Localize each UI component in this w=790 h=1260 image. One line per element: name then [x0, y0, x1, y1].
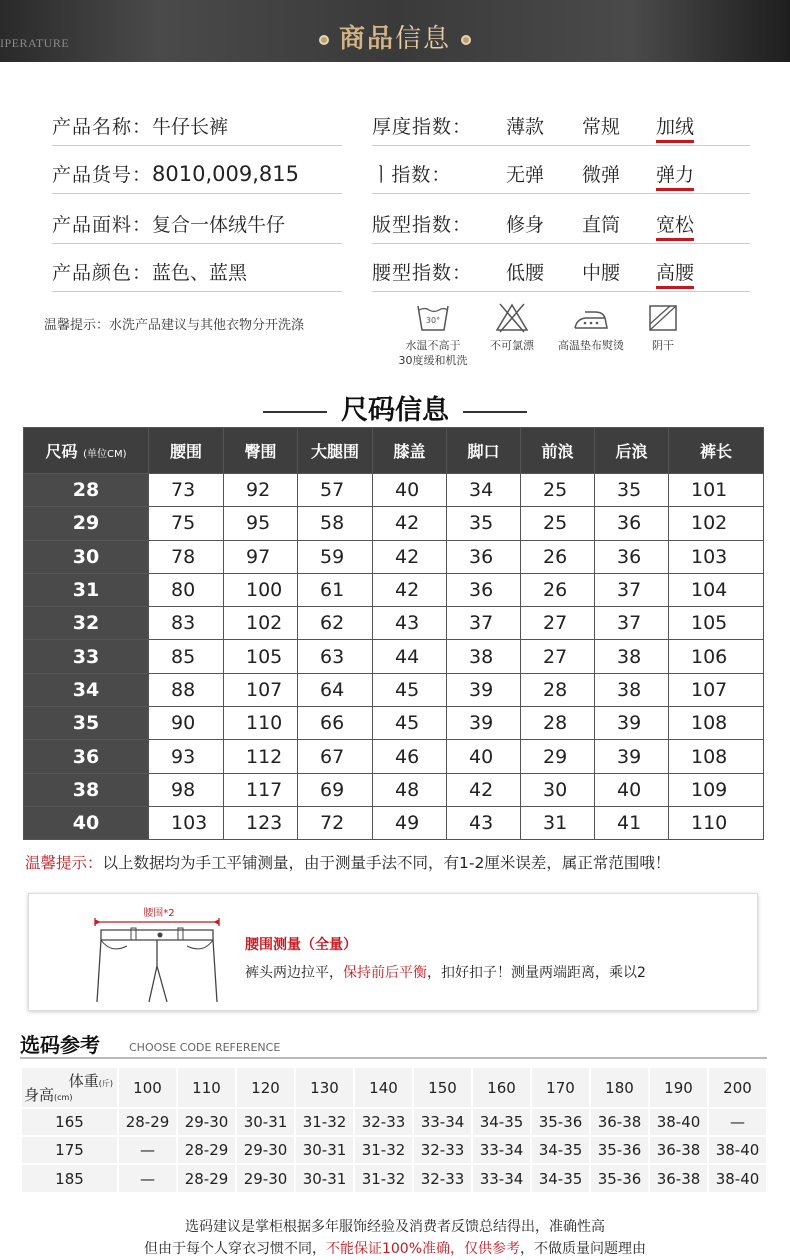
table-row [24, 740, 764, 773]
measure-cell: 90 [149, 707, 224, 740]
index-label: 版型指数： [372, 214, 473, 236]
index-row [372, 160, 750, 194]
product-color-label: 产品颜色： [52, 262, 153, 284]
measure-cell: 35 [447, 507, 521, 540]
size-suggestion-cell: 38-40 [649, 1108, 708, 1136]
size-suggestion-cell: 31-32 [295, 1108, 354, 1136]
measure-cell: 28 [521, 673, 595, 706]
measure-cell: 105 [669, 607, 764, 640]
measure-cell: 101 [669, 474, 764, 507]
size-suggestion-cell: 30-31 [295, 1164, 354, 1192]
measure-cell: 57 [298, 474, 373, 507]
ornament-dot-icon [319, 35, 329, 45]
size-suggestion-cell: 29-30 [236, 1164, 295, 1192]
measure-cell: 36 [595, 507, 669, 540]
index-option: 修身 [506, 214, 545, 236]
index-label: 腰型指数： [372, 262, 473, 284]
header-banner [0, 0, 790, 62]
measure-cell: 69 [298, 773, 373, 806]
measure-cell: 41 [595, 806, 669, 839]
size-cell: 40 [24, 806, 149, 839]
size-cell: 36 [24, 740, 149, 773]
size-suggestion-cell: 36-38 [649, 1164, 708, 1192]
care-iron-text: 高温垫布熨烫 [558, 339, 624, 352]
size-suggestion-cell: 33-34 [472, 1164, 531, 1192]
size-col-header: 尺码 (单位CM) [24, 428, 149, 474]
index-option: 低腰 [506, 262, 545, 284]
measure-cell: 38 [447, 640, 521, 673]
table-row [22, 1108, 767, 1136]
measure-cell: 35 [595, 474, 669, 507]
care-wash-text1: 水温不高于 [405, 339, 461, 352]
care-iron [552, 300, 630, 353]
size-suggestion-cell: 34-35 [472, 1108, 531, 1136]
size-suggestion-cell: — [118, 1164, 177, 1192]
footer-line2-b: ，不做质量问题理由 [520, 1241, 647, 1257]
size-suggestion-cell: 35-36 [590, 1164, 649, 1192]
measure-cell: 25 [521, 474, 595, 507]
size-col-header: 后浪 [595, 428, 669, 474]
measure-cell: 28 [521, 707, 595, 740]
size-suggestion-cell: 28-29 [177, 1136, 236, 1164]
index-row [372, 210, 750, 244]
wash-30-icon [415, 300, 451, 334]
size-suggestion-cell: 29-30 [236, 1136, 295, 1164]
measure-cell: 93 [149, 740, 224, 773]
table-row [22, 1136, 767, 1164]
size-reference-table [22, 1068, 768, 1192]
product-code-row [52, 160, 342, 194]
index-option: 弹力 [656, 160, 694, 191]
product-code-value: 8010,009,815 [152, 162, 299, 186]
divider [20, 1057, 767, 1059]
weight-header: 100 [118, 1068, 177, 1108]
measure-cell: 63 [298, 640, 373, 673]
product-name-value: 牛仔长裤 [152, 116, 229, 138]
no-bleach-icon [494, 300, 530, 334]
size-cell: 35 [24, 707, 149, 740]
size-cell: 33 [24, 640, 149, 673]
size-suggestion-cell: 33-34 [472, 1136, 531, 1164]
product-name-row [52, 112, 342, 146]
select-subtitle: CHOOSE CODE REFERENCE [129, 1041, 281, 1054]
measure-cell: 66 [298, 707, 373, 740]
index-option: 微弹 [582, 164, 621, 186]
product-color-value: 蓝色、蓝黑 [152, 262, 248, 284]
size-cell: 34 [24, 673, 149, 706]
measure-cell: 85 [149, 640, 224, 673]
index-option: 加绒 [656, 112, 694, 143]
weight-header: 150 [413, 1068, 472, 1108]
product-color-row [52, 258, 342, 292]
table-row [24, 673, 764, 706]
weight-header: 110 [177, 1068, 236, 1108]
size-col-header: 裤长 [669, 428, 764, 474]
measure-cell: 95 [224, 507, 298, 540]
index-option: 直筒 [582, 214, 621, 236]
measure-cell: 31 [521, 806, 595, 839]
measure-cell: 26 [521, 573, 595, 606]
index-label: ㅣ指数： [372, 164, 452, 186]
banner-title-a: 商品 [338, 24, 395, 54]
size-cell: 29 [24, 507, 149, 540]
measure-cell: 27 [521, 640, 595, 673]
measure-cell: 36 [447, 573, 521, 606]
size-col-header: 脚口 [447, 428, 521, 474]
measure-cell: 39 [595, 740, 669, 773]
measure-cell: 39 [595, 707, 669, 740]
index-option: 常规 [582, 116, 621, 138]
measure-cell: 104 [669, 573, 764, 606]
product-fabric-label: 产品面料： [52, 214, 153, 236]
index-option: 中腰 [582, 262, 621, 284]
measure-cell: 40 [447, 740, 521, 773]
table-row [24, 707, 764, 740]
size-suggestion-cell: 36-38 [649, 1136, 708, 1164]
size-cell: 32 [24, 607, 149, 640]
product-name-label: 产品名称： [52, 116, 153, 138]
weight-header: 190 [649, 1068, 708, 1108]
banner-watermark: IPERATURE [0, 36, 70, 50]
measure-cell: 38 [595, 640, 669, 673]
measure-cell: 44 [373, 640, 447, 673]
measure-cell: 39 [447, 707, 521, 740]
measure-cell: 98 [149, 773, 224, 806]
weight-header: 130 [295, 1068, 354, 1108]
size-suggestion-cell: 34-35 [531, 1136, 590, 1164]
size-suggestion-cell: — [118, 1136, 177, 1164]
measure-cell: 25 [521, 507, 595, 540]
measure-cell: 62 [298, 607, 373, 640]
measure-cell: 73 [149, 474, 224, 507]
measure-cell: 107 [224, 673, 298, 706]
measure-cell: 58 [298, 507, 373, 540]
size-suggestion-cell: 32-33 [413, 1136, 472, 1164]
size-col-header: 前浪 [521, 428, 595, 474]
weight-header: 140 [354, 1068, 413, 1108]
size-col-header: 腰围 [149, 428, 224, 474]
reference-corner: 体重(斤) 身高(cm) [22, 1068, 118, 1108]
table-row [22, 1164, 767, 1192]
measure-cell: 36 [595, 540, 669, 573]
size-suggestion-cell: 28-29 [118, 1108, 177, 1136]
waist-measure-desc [245, 962, 646, 982]
index-option: 高腰 [656, 258, 694, 289]
size-suggestion-cell: — [708, 1108, 767, 1136]
measure-cell: 37 [595, 607, 669, 640]
weight-header: 160 [472, 1068, 531, 1108]
size-suggestion-cell: 32-33 [413, 1164, 472, 1192]
size-suggestion-cell: 30-31 [295, 1136, 354, 1164]
measure-tip-text: 以上数据均为手工平铺测量，由于测量手法不同，有1-2厘米误差，属正常范围哦！ [102, 854, 671, 872]
size-cell: 28 [24, 474, 149, 507]
measure-cell: 112 [224, 740, 298, 773]
measure-cell: 102 [224, 607, 298, 640]
size-suggestion-cell: 35-36 [531, 1108, 590, 1136]
size-cell: 31 [24, 573, 149, 606]
size-suggestion-cell: 32-33 [354, 1108, 413, 1136]
measure-cell: 27 [521, 607, 595, 640]
measure-cell: 80 [149, 573, 224, 606]
measure-cell: 78 [149, 540, 224, 573]
table-row [24, 773, 764, 806]
measure-cell: 59 [298, 540, 373, 573]
size-suggestion-cell: 31-32 [354, 1164, 413, 1192]
measure-cell: 123 [224, 806, 298, 839]
size-col-header: 膝盖 [373, 428, 447, 474]
size-cell: 30 [24, 540, 149, 573]
index-option: 宽松 [656, 210, 694, 241]
table-row [24, 640, 764, 673]
measure-cell: 61 [298, 573, 373, 606]
product-fabric-row [52, 210, 342, 244]
care-wash [396, 300, 470, 368]
index-row [372, 112, 750, 146]
measure-cell: 102 [669, 507, 764, 540]
measure-cell: 75 [149, 507, 224, 540]
measure-tip [25, 851, 670, 873]
measure-cell: 117 [224, 773, 298, 806]
size-suggestion-cell: 38-40 [708, 1136, 767, 1164]
measure-cell: 37 [595, 573, 669, 606]
weight-header: 170 [531, 1068, 590, 1108]
footer-line2 [0, 1238, 790, 1260]
measure-cell: 67 [298, 740, 373, 773]
height-cell: 175 [22, 1136, 118, 1164]
measure-cell: 45 [373, 707, 447, 740]
waist-desc-a: 裤头两边拉平， [245, 965, 343, 981]
measure-cell: 106 [669, 640, 764, 673]
measure-cell: 45 [373, 673, 447, 706]
weight-header: 120 [236, 1068, 295, 1108]
measure-cell: 36 [447, 540, 521, 573]
size-suggestion-cell: 35-36 [590, 1136, 649, 1164]
footer-line2-red: 不能保证100%准确，仅供参考 [325, 1241, 521, 1257]
care-shade-dry [640, 300, 686, 353]
measure-cell: 37 [447, 607, 521, 640]
measure-cell: 83 [149, 607, 224, 640]
measure-cell: 43 [373, 607, 447, 640]
product-fabric-value: 复合一体绒牛仔 [152, 214, 286, 236]
care-shade-dry-text: 阴干 [652, 339, 674, 352]
measure-cell: 109 [669, 773, 764, 806]
table-row [24, 573, 764, 606]
size-suggestion-cell: 34-35 [531, 1164, 590, 1192]
table-row [24, 507, 764, 540]
measure-cell: 97 [224, 540, 298, 573]
table-row [24, 607, 764, 640]
footer-line2-a: 但由于每个人穿衣习惯不同， [143, 1241, 326, 1257]
measure-cell: 48 [373, 773, 447, 806]
measure-cell: 46 [373, 740, 447, 773]
measure-cell: 26 [521, 540, 595, 573]
wash-tip: 温馨提示：水洗产品建议与其他衣物分开洗涤 [44, 318, 305, 333]
weight-header: 200 [708, 1068, 767, 1108]
waist-measure-title: 腰围测量（全量） [245, 937, 357, 953]
measure-cell: 43 [447, 806, 521, 839]
measure-cell: 30 [521, 773, 595, 806]
height-cell: 185 [22, 1164, 118, 1192]
waist-desc-b: ，扣好扣子！测量两端距离，乘以2 [427, 965, 646, 981]
measure-cell: 100 [224, 573, 298, 606]
size-suggestion-cell: 30-31 [236, 1108, 295, 1136]
size-table-header [24, 428, 764, 474]
measure-cell: 103 [149, 806, 224, 839]
size-col-header: 臀围 [224, 428, 298, 474]
size-info-title [0, 388, 790, 427]
waist-desc-red: 保持前后平衡 [343, 965, 427, 981]
iron-icon [571, 300, 611, 334]
care-wash-text2: 30度缓和机洗 [398, 354, 468, 367]
measure-cell: 108 [669, 707, 764, 740]
table-row [24, 540, 764, 573]
banner-title [0, 18, 790, 55]
wash-temp: 30° [425, 316, 441, 325]
select-title: 选码参考 [20, 1033, 100, 1057]
measure-tip-prefix: 温馨提示： [25, 854, 103, 872]
measure-cell: 92 [224, 474, 298, 507]
measure-cell: 72 [298, 806, 373, 839]
weight-header: 180 [590, 1068, 649, 1108]
waist-measure-panel [28, 893, 758, 1011]
measure-cell: 42 [373, 540, 447, 573]
table-row [24, 474, 764, 507]
measure-cell: 108 [669, 740, 764, 773]
measure-cell: 42 [447, 773, 521, 806]
size-cell: 38 [24, 773, 149, 806]
measure-cell: 42 [373, 507, 447, 540]
index-option: 薄款 [506, 116, 545, 138]
height-cell: 165 [22, 1108, 118, 1136]
index-label: 厚度指数： [372, 116, 473, 138]
size-table [23, 427, 764, 840]
size-suggestion-cell: 33-34 [413, 1108, 472, 1136]
ornament-dot-icon [461, 35, 471, 45]
measure-cell: 110 [669, 806, 764, 839]
index-row [372, 258, 750, 292]
measure-cell: 103 [669, 540, 764, 573]
measure-cell: 34 [447, 474, 521, 507]
measure-cell: 49 [373, 806, 447, 839]
measure-cell: 42 [373, 573, 447, 606]
shade-dry-icon [645, 300, 681, 334]
care-no-bleach [484, 300, 540, 353]
size-info-title-text: 尺码信息 [341, 395, 449, 426]
care-no-bleach-text: 不可氯漂 [490, 339, 534, 352]
size-suggestion-cell: 28-29 [177, 1164, 236, 1192]
measure-cell: 40 [595, 773, 669, 806]
measure-cell: 38 [595, 673, 669, 706]
measure-cell: 40 [373, 474, 447, 507]
size-col-header: 大腿围 [298, 428, 373, 474]
waist-diagram-label: 腰围*2 [143, 908, 175, 919]
index-option: 无弹 [506, 164, 545, 186]
size-suggestion-cell: 29-30 [177, 1108, 236, 1136]
measure-cell: 39 [447, 673, 521, 706]
reference-header [22, 1068, 767, 1108]
measure-cell: 105 [224, 640, 298, 673]
size-suggestion-cell: 31-32 [354, 1136, 413, 1164]
measure-cell: 88 [149, 673, 224, 706]
measure-cell: 64 [298, 673, 373, 706]
banner-title-b: 信息 [395, 24, 452, 54]
footer-line1: 选码建议是掌柜根据多年服饰经验及消费者反馈总结得出，准确性高 [185, 1219, 605, 1235]
measure-cell: 107 [669, 673, 764, 706]
size-suggestion-cell: 36-38 [590, 1108, 649, 1136]
product-code-label: 产品货号： [52, 164, 153, 186]
measure-cell: 110 [224, 707, 298, 740]
measure-cell: 29 [521, 740, 595, 773]
size-suggestion-cell: 38-40 [708, 1164, 767, 1192]
table-row [24, 806, 764, 839]
pants-diagram-icon [87, 902, 227, 1004]
